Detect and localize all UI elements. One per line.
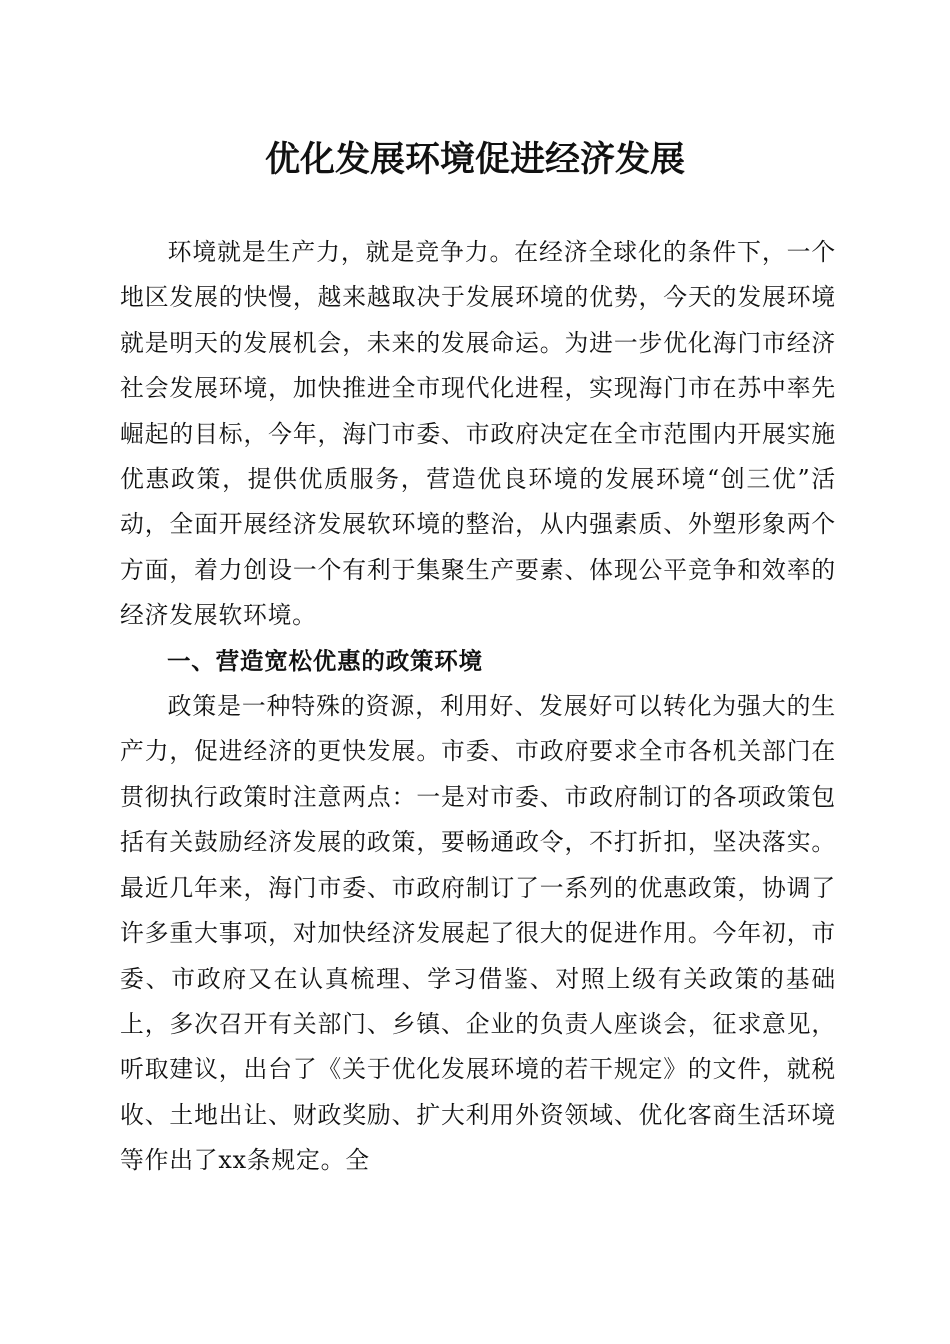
document-body (120, 230, 836, 1184)
intro-paragraph: 环境就是生产力，就是竞争力。在经济全球化的条件下，一个地区发展的快慢，越来越取决于发展环境的优势，今天的发展环境就是明天的发展机会，未来的发展命运。为进一步优化海门市经济社会发展环境，加快推进全市现代化进程，实现海门市在苏中率先崛起的目标，今年，海门市委、市政府决定在全市范围内开展实施优惠政策，提供优质服务，营造优良环境的发展环境“创三优”活动，全面开展经济发展软环境的整治，从内强素质、外塑形象两个方面，着力创设一个有利于集聚生产要素、体现公平竞争和效率的经济发展软环境。 (120, 238, 836, 630)
section-heading: 一、营造宽松优惠的政策环境 (167, 646, 483, 675)
policy-paragraph: 政策是一种特殊的资源，利用好、发展好可以转化为强大的生产力，促进经济的更快发展。市委、市政府要求全市各机关部门在贯彻执行政策时注意两点：一是对市委、市政府制订的各项政策包括有关鼓励经济发展的政策，要畅通政令，不打折扣，坚决落实。最近几年来，海门市委、市政府制订了一系列的优惠政策，协调了许多重大事项，对加快经济发展起了很大的促进作用。今年初，市委、市政府又在认真梳理、学习借鉴、对照上级有关政策的基础上，多次召开有关部门、乡镇、企业的负责人座谈会，征求意见，听取建议，出台了《关于优化发展环境的若干规定》的文件，就税收、土地出让、财政奖励、扩大利用外资领域、优化客商生活环境等作出了xx条规定。全 (120, 692, 836, 1175)
document-title: 优化发展环境促进经济发展 (264, 139, 685, 180)
